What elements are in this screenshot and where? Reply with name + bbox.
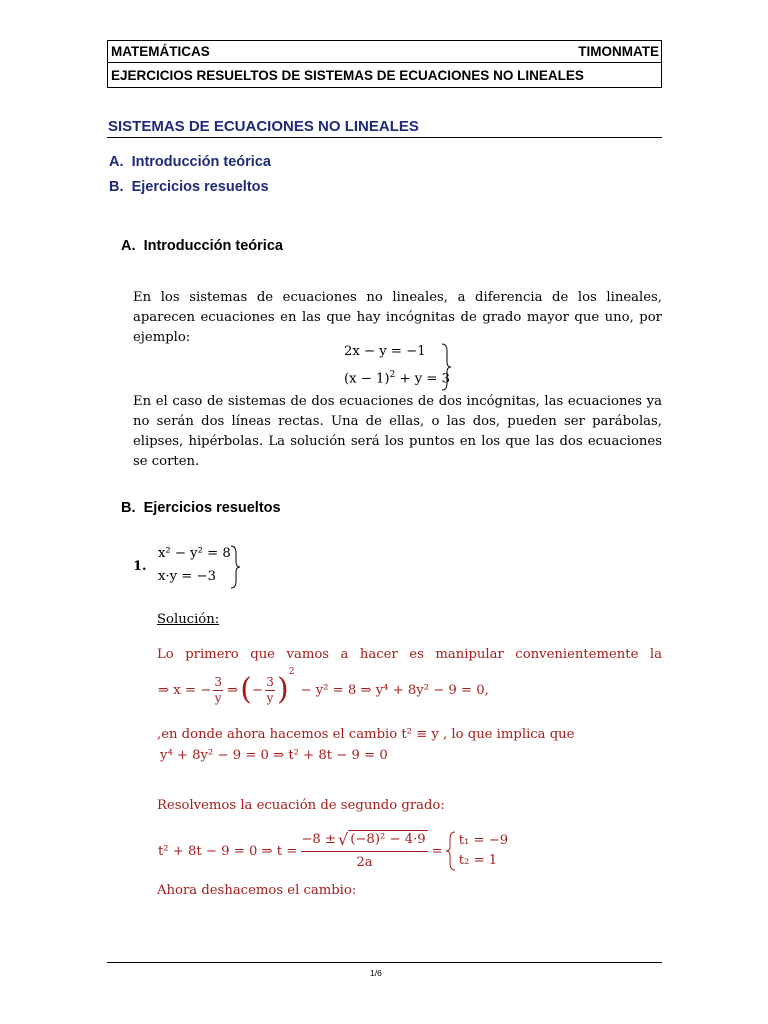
header-divider <box>107 62 662 63</box>
header-subject: MATEMÁTICAS <box>111 44 210 59</box>
heading-part-a: A. Introducción teórica <box>121 238 283 254</box>
exercise-eq-2: x·y = −3 <box>158 569 216 584</box>
toc-letter: B. <box>109 179 124 195</box>
toc-letter: A. <box>109 154 124 170</box>
solution-line-3: Resolvemos la ecuación de segundo grado: <box>157 798 445 813</box>
example-eq-2: $(x - 1)^2 + y = 3$ <box>344 370 451 387</box>
intro-paragraph-1: En los sistemas de ecuaciones no lineales, a diferencia de los lineales, aparecen ecuaciones en las que hay incógnitas de grado mayor que uno, por ejemplo: <box>133 290 662 345</box>
header-title: EJERCICIOS RESUELTOS DE SISTEMAS DE ECUACIONES NO LINEALES <box>111 68 584 83</box>
header-brand: TIMONMATE <box>578 44 659 59</box>
footer-rule <box>107 962 662 963</box>
quadratic-formula: t² + 8t − 9 = 0 ⇒ t = −8 ± √ (−8)² − 4·9 2a = t₁ = −9 t₂ = 1 <box>158 829 509 870</box>
page-number: 1/6 <box>370 968 382 978</box>
roots-brace <box>446 831 456 871</box>
solution-line-1: Lo primero que vamos a hacer es manipular convenientemente la <box>157 647 662 662</box>
exercise-eq-1: x² − y² = 8 <box>158 546 231 561</box>
toc-label: Introducción teórica <box>131 154 271 170</box>
solution-step-2: y⁴ + 8y² − 9 = 0 ⇒ t² + 8t − 9 = 0 <box>160 748 388 763</box>
heading-part-b: B. Ejercicios resueltos <box>121 500 281 516</box>
toc-item-b[interactable] <box>109 179 269 195</box>
section-rule <box>107 137 662 138</box>
solution-step-1: ⇒ x = − 3 y ⇒ ( − 3 y ) $^2$ − y² = 8 ⇒ y⁴ + 8y² − 9 = 0, <box>158 667 489 707</box>
exercise-brace <box>229 545 241 589</box>
solution-label: Solución: <box>157 612 220 627</box>
intro-paragraph-2: En el caso de sistemas de dos ecuaciones de dos incógnitas, las ecuaciones ya no serán dos líneas rectas. Una de ellas, o las dos, pueden ser parábolas, elipses, hipérbolas. La solución será los puntos en los que las dos ecuaciones se corten. <box>133 394 662 469</box>
example-eq-1: 2x − y = −1 <box>344 344 426 359</box>
toc-item-a[interactable] <box>109 154 271 170</box>
solution-line-2: ,en donde ahora hacemos el cambio t² ≡ y , lo que implica que <box>157 727 575 742</box>
exercise-number: 1. <box>133 559 147 574</box>
section-title: SISTEMAS DE ECUACIONES NO LINEALES <box>108 118 419 135</box>
toc-label: Ejercicios resueltos <box>131 179 269 195</box>
solution-line-4: Ahora deshacemos el cambio: <box>157 883 357 898</box>
example-brace <box>440 343 452 391</box>
